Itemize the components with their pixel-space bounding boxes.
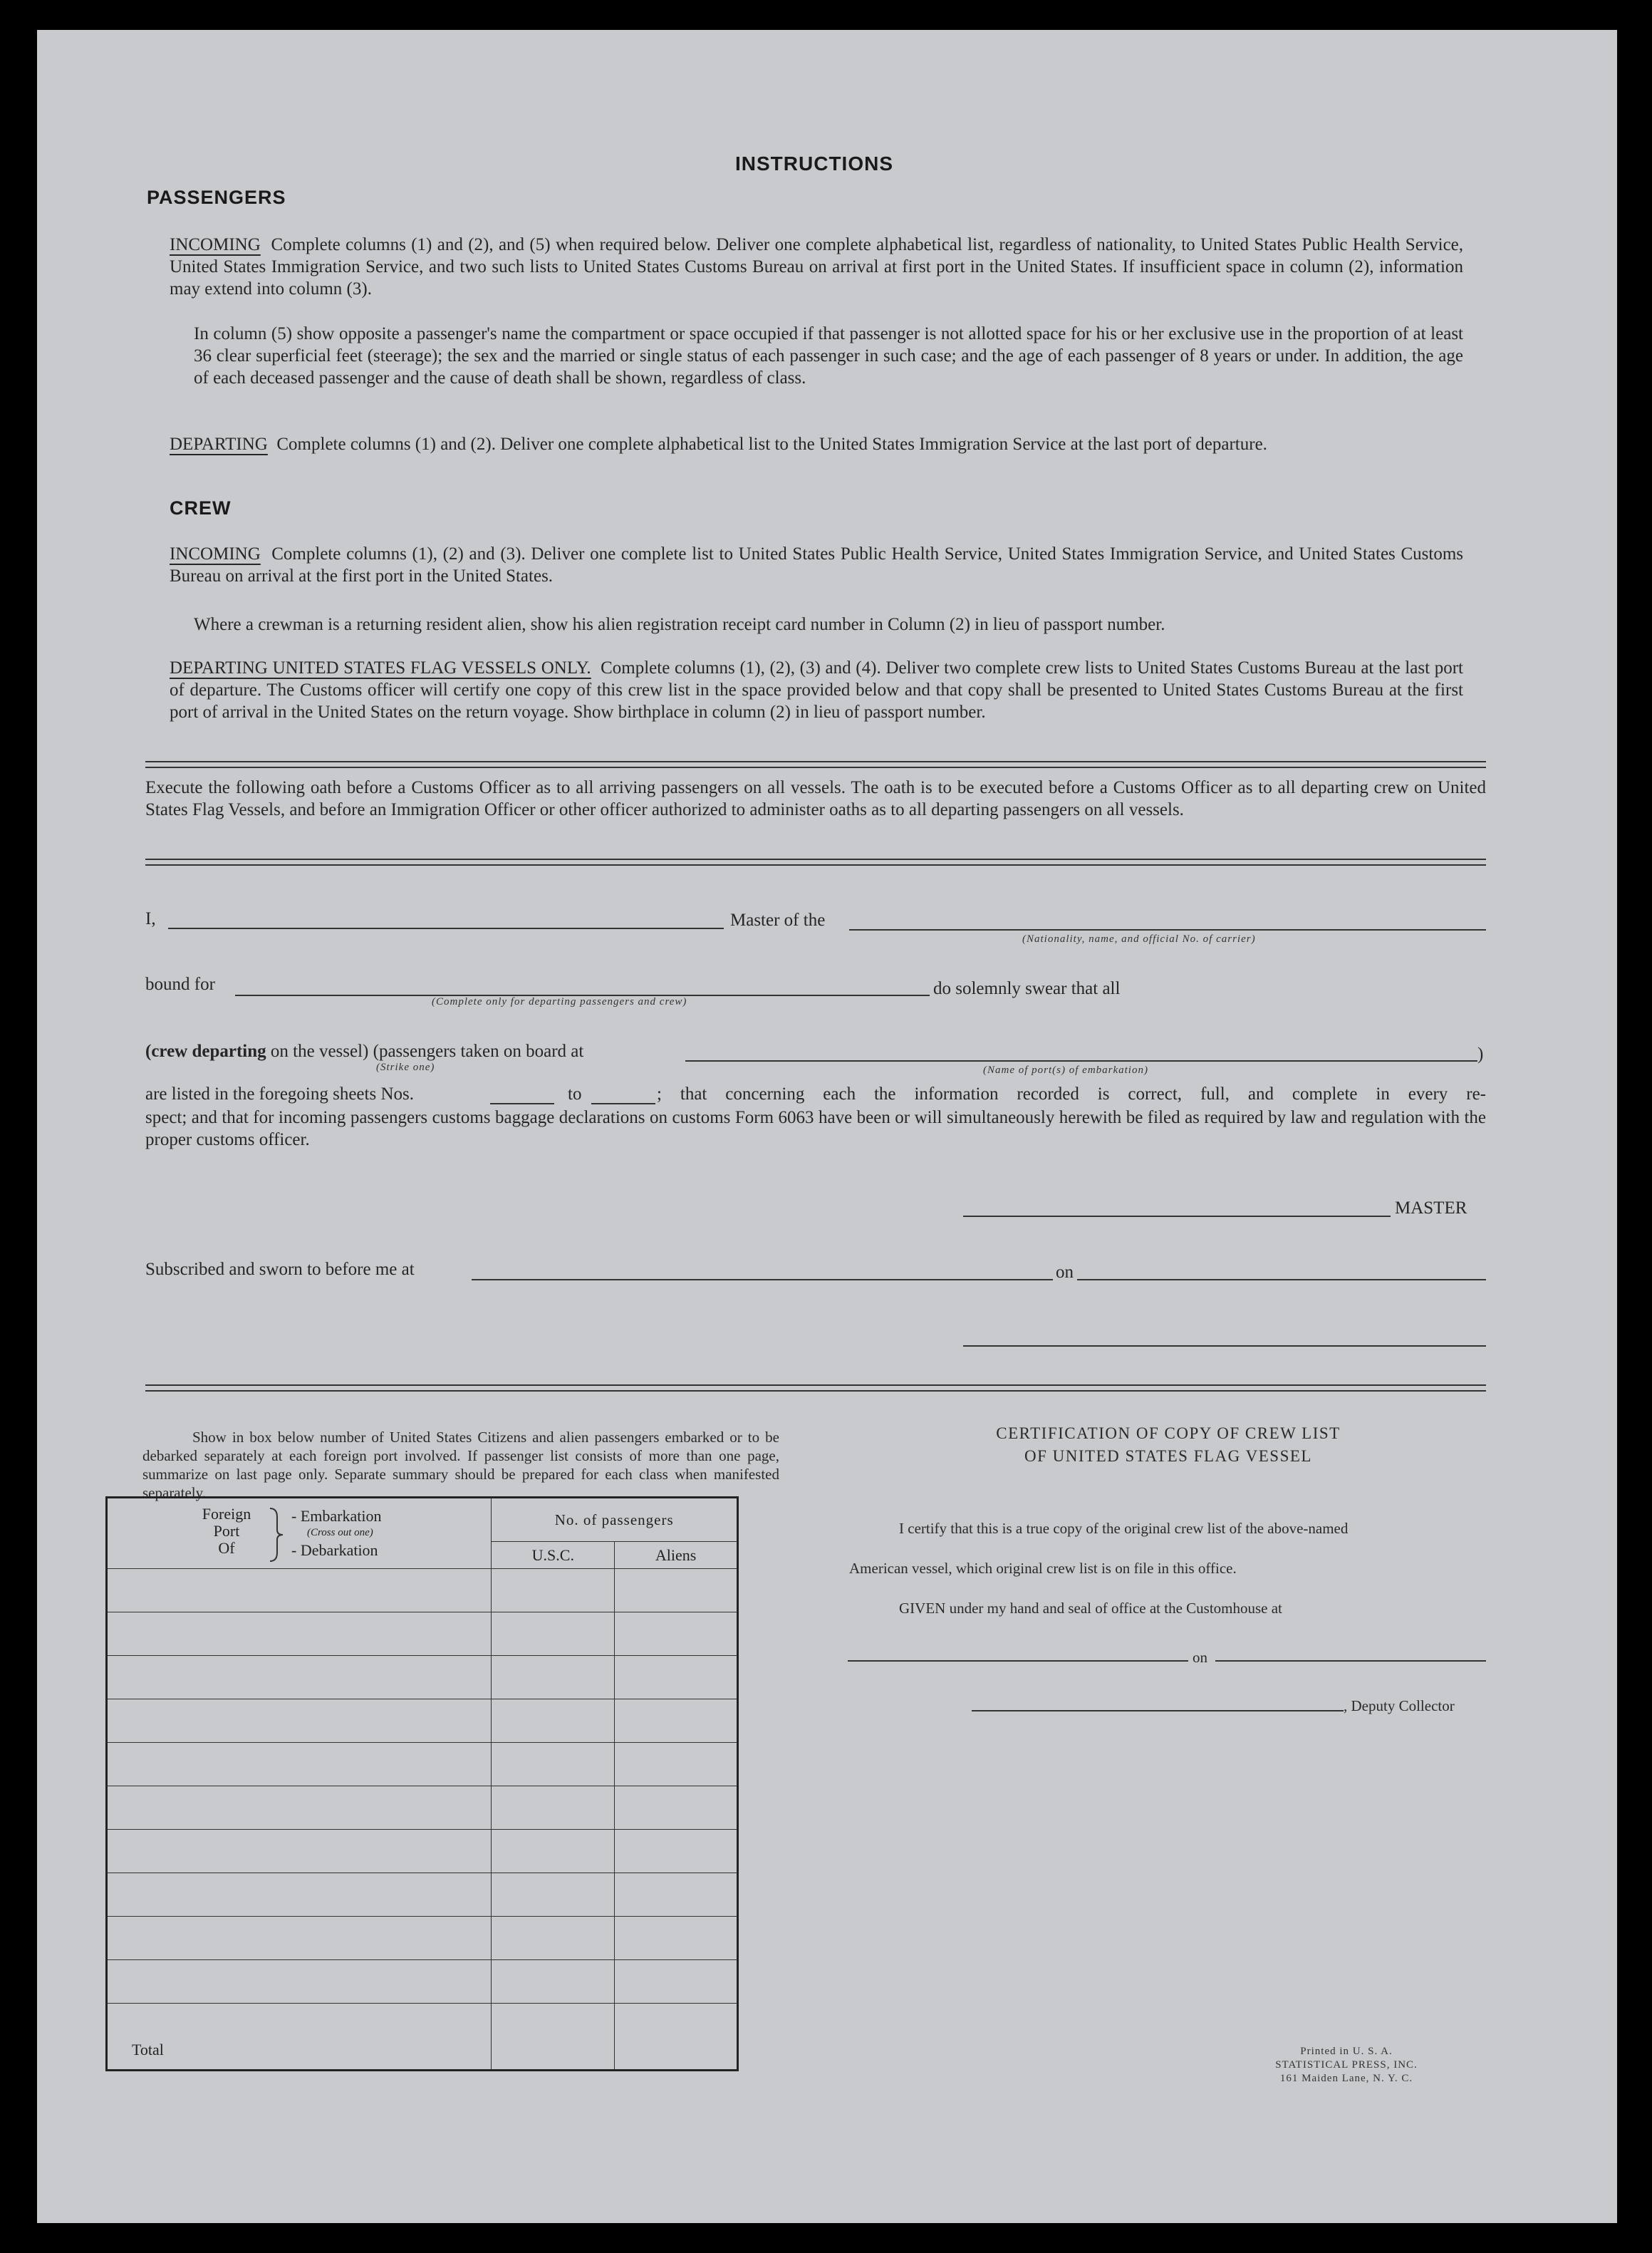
table-row[interactable] xyxy=(107,1656,492,1699)
certification-line-3: GIVEN under my hand and seal of office at the Customhouse at xyxy=(899,1600,1282,1617)
certification-on-label: on xyxy=(1193,1649,1207,1666)
master-of-the-label: Master of the xyxy=(730,911,826,930)
crew-departing xyxy=(170,657,1463,723)
usc-cell[interactable] xyxy=(492,1743,615,1786)
passengers-incoming xyxy=(170,234,1463,300)
subscribed-date-field[interactable] xyxy=(1077,1279,1486,1280)
table-row[interactable] xyxy=(107,1612,492,1656)
embarkation-port-field[interactable] xyxy=(685,1060,1477,1062)
subscribed-on-label: on xyxy=(1056,1263,1074,1282)
master-name-field[interactable] xyxy=(168,928,724,929)
passengers-departing-label: DEPARTING xyxy=(170,435,268,454)
bound-for-caption: (Complete only for departing passengers and crew) xyxy=(432,996,687,1008)
certification-title-1: CERTIFICATION OF COPY OF CREW LIST xyxy=(996,1424,1341,1442)
printer-imprint xyxy=(1240,2045,1453,2086)
usc-cell[interactable] xyxy=(492,1612,615,1656)
table-row[interactable] xyxy=(107,1873,492,1917)
passengers-incoming-note: In column (5) show opposite a passenger's name the compartment or space occupied if that passenger is not allotted space for his or her exclusive use in the proportion of at least 36 clear superficial feet (steerage); the sex and the married or single status of each passenger in such case; and the age of each passenger of 8 years or under. In addition, the age of each deceased passenger and the cause of death shall be shown, regardless of class. xyxy=(194,324,1463,388)
master-label: MASTER xyxy=(1395,1198,1467,1218)
aliens-cell[interactable] xyxy=(615,1830,738,1873)
box-instruction: Show in box below number of United States Citizens and alien passengers embarked or to be debarked separately at each foreign port involved. If passenger list consists of more than one page, summarize on last page only. Separate summary should be prepared for each class when manifested separately. xyxy=(142,1429,779,1501)
listed-to: to xyxy=(568,1084,582,1104)
table-row[interactable] xyxy=(107,1743,492,1786)
aliens-cell[interactable] xyxy=(615,1917,738,1960)
certification-date-field[interactable] xyxy=(1215,1660,1486,1662)
table-row[interactable] xyxy=(107,1569,492,1612)
table-row[interactable] xyxy=(107,1917,492,1960)
officer-signature-field[interactable] xyxy=(963,1345,1486,1347)
divider-1 xyxy=(145,761,1486,768)
foreign-label: Foreign xyxy=(202,1505,251,1523)
aliens-cell[interactable] xyxy=(615,1699,738,1743)
crew-departing-text: Complete columns (1), (2), (3) and (4). Deliver two complete crew lists to United States Customs Bureau at the last port of departure. The Customs officer will certify one copy of this crew list in the space provided below and that copy shall be presented to United States Customs Bureau at the first port of arrival in the United States on the return voyage. Show birthplace in column (2) in lieu of passport number. xyxy=(170,658,1464,722)
bound-for-label: bound for xyxy=(145,975,215,994)
printer-line-3: 161 Maiden Lane, N. Y. C. xyxy=(1279,2073,1413,2084)
divider-3 xyxy=(145,1384,1486,1392)
passengers-departing xyxy=(170,433,1463,455)
printer-line-2: STATISTICAL PRESS, INC. xyxy=(1275,2059,1418,2071)
usc-header: U.S.C. xyxy=(492,1542,615,1569)
usc-cell[interactable] xyxy=(492,1830,615,1873)
total-label: Total xyxy=(132,2041,164,2058)
crew-departing-rest: on the vessel) (passengers taken on board at xyxy=(270,1042,584,1061)
aliens-cell[interactable] xyxy=(615,1612,738,1656)
passengers-departing-text: Complete columns (1) and (2). Deliver one complete alphabetical list to the United States Immigration Service at the last port of departure. xyxy=(276,435,1267,454)
total-row xyxy=(107,2004,492,2071)
master-signature-field[interactable] xyxy=(963,1216,1391,1217)
crew-incoming-note: Where a crewman is a returning resident alien, show his alien registration receipt card number in Column (2) in lieu of passport number. xyxy=(194,615,1165,634)
crew-heading: CREW xyxy=(170,497,232,519)
embarkation-label: - Embarkation xyxy=(291,1507,382,1525)
brace-icon xyxy=(269,1507,284,1563)
certification-title xyxy=(947,1422,1389,1468)
aliens-cell[interactable] xyxy=(615,1960,738,2004)
crew-incoming-text: Complete columns (1), (2) and (3). Deliver one complete list to United States Public Health Service, United States Immigration Service, and United States Customs Bureau on arrival at the first port in the United States. xyxy=(170,544,1463,586)
usc-cell[interactable] xyxy=(492,1786,615,1830)
listed-sheets-b: ; that concerning each the information recorded is correct, full, and complete in every re- xyxy=(657,1084,1486,1104)
table-row[interactable] xyxy=(107,1786,492,1830)
passenger-count-table xyxy=(105,1496,739,2071)
sheet-from-field[interactable] xyxy=(490,1103,554,1104)
usc-cell[interactable] xyxy=(492,1960,615,2004)
usc-cell[interactable] xyxy=(492,1873,615,1917)
usc-cell[interactable] xyxy=(492,1656,615,1699)
aliens-cell[interactable] xyxy=(615,1873,738,1917)
carrier-field[interactable] xyxy=(849,929,1486,931)
table-row[interactable] xyxy=(107,1960,492,2004)
table-row[interactable] xyxy=(107,1699,492,1743)
passengers-heading: PASSENGERS xyxy=(147,187,286,208)
port-label: Port xyxy=(213,1522,240,1540)
crew-departing-strike xyxy=(145,1042,583,1062)
certification-line-2: American vessel, which original crew list is on file in this office. xyxy=(849,1560,1237,1577)
total-aliens-cell[interactable] xyxy=(615,2004,738,2071)
aliens-cell[interactable] xyxy=(615,1743,738,1786)
printer-line-1: Printed in U. S. A. xyxy=(1300,2046,1393,2057)
foreign-port-header xyxy=(107,1498,492,1569)
crew-incoming xyxy=(170,543,1463,587)
cross-out-caption: (Cross out one) xyxy=(307,1527,373,1538)
total-usc-cell[interactable] xyxy=(492,2004,615,2071)
customhouse-field[interactable] xyxy=(848,1660,1188,1662)
listed-sheets-a: are listed in the foregoing sheets Nos. xyxy=(145,1084,414,1104)
port-caption: (Name of port(s) of embarkation) xyxy=(983,1065,1148,1076)
of-label: Of xyxy=(218,1539,235,1557)
sheet-to-field[interactable] xyxy=(591,1103,655,1104)
certification-line-1: I certify that this is a true copy of the original crew list of the above-named xyxy=(899,1520,1349,1537)
certification-title-2: OF UNITED STATES FLAG VESSEL xyxy=(1024,1447,1312,1465)
no-passengers-header: No. of passengers xyxy=(492,1498,738,1542)
aliens-header: Aliens xyxy=(615,1542,738,1569)
deputy-signature-field[interactable] xyxy=(972,1710,1344,1711)
deputy-collector-label: , Deputy Collector xyxy=(1344,1697,1455,1714)
debarkation-label: - Debarkation xyxy=(291,1541,378,1559)
divider-2 xyxy=(145,859,1486,866)
passengers-incoming-text: Complete columns (1) and (2), and (5) when required below. Deliver one complete alphabetical list, regardless of nationality, to United States Public Health Service, United States Immigration Service, and two such lists to United States Customs Bureau on arrival at first port in the United States. If insufficient space in column (2), information may extend into column (3). xyxy=(170,235,1464,299)
table-row[interactable] xyxy=(107,1830,492,1873)
crew-incoming-label: INCOMING xyxy=(170,544,261,564)
aliens-cell[interactable] xyxy=(615,1656,738,1699)
aliens-cell[interactable] xyxy=(615,1569,738,1612)
usc-cell[interactable] xyxy=(492,1569,615,1612)
usc-cell[interactable] xyxy=(492,1917,615,1960)
crew-departing-label: DEPARTING UNITED STATES FLAG VESSELS ONLY. xyxy=(170,658,591,678)
oath-i-label: I, xyxy=(145,909,156,928)
aliens-cell[interactable] xyxy=(615,1786,738,1830)
passengers-incoming-label: INCOMING xyxy=(170,235,261,254)
usc-cell[interactable] xyxy=(492,1699,615,1743)
listed-sheets-c: spect; and that for incoming passengers customs baggage declarations on customs Form 6063 have been or will simultaneously herewith be filed as required by law and regulation with the proper customs officer. xyxy=(145,1108,1486,1149)
carrier-caption: (Nationality, name, and official No. of carrier) xyxy=(1022,933,1256,945)
crew-departing-bold: (crew departing xyxy=(145,1042,266,1061)
page-title: INSTRUCTIONS xyxy=(735,152,893,175)
close-paren: ) xyxy=(1477,1045,1484,1064)
subscribed-place-field[interactable] xyxy=(472,1279,1053,1280)
subscribed-label: Subscribed and sworn to before me at xyxy=(145,1260,415,1279)
oath-instruction: Execute the following oath before a Customs Officer as to all arriving passengers on all vessels. The oath is to be executed before a Customs Officer as to all departing crew on United States Flag Vessels, and before an Immigration Officer or other officer authorized to administer oaths as to all departing passengers on all vessels. xyxy=(145,778,1486,819)
strike-caption: (Strike one) xyxy=(376,1062,435,1073)
swear-label: do solemnly swear that all xyxy=(933,979,1121,998)
